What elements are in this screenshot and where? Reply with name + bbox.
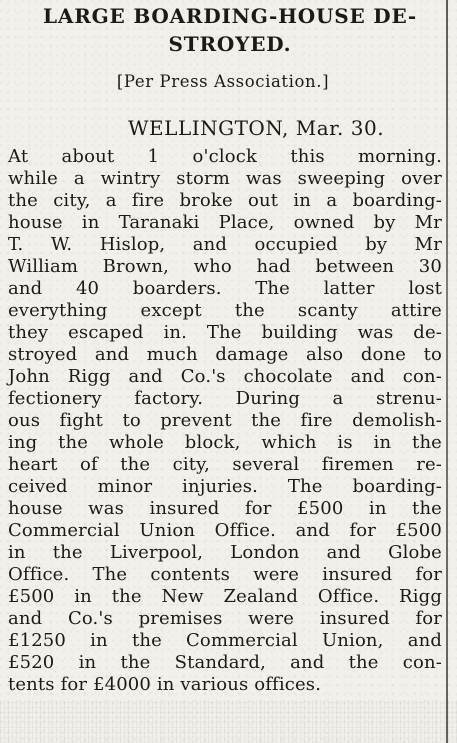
article-body-line: tents for £4000 in various offices. xyxy=(8,674,322,695)
article-body-line: At about 1 o'clock this morning. xyxy=(8,146,442,167)
article-body-line: Commercial Union Office. and for £500 xyxy=(8,520,442,541)
article-body-line: the city, a fire broke out in a boarding- xyxy=(8,190,442,211)
dateline: WELLINGTON, Mar. 30. xyxy=(128,116,385,140)
article-body-line: fectionery factory. During a strenu- xyxy=(8,388,442,409)
article-body-line: £500 in the New Zealand Office. Rigg xyxy=(8,586,442,607)
article-body-line: stroyed and much damage also done to xyxy=(8,344,442,365)
article-body-line: while a wintry storm was sweeping over xyxy=(8,168,442,189)
article-body-line: William Brown, who had between 30 xyxy=(8,256,442,277)
article-body-line: in the Liverpool, London and Globe xyxy=(8,542,442,563)
article-body-line: £520 in the Standard, and the con- xyxy=(8,652,442,673)
article-body-line: ous fight to prevent the fire demolish- xyxy=(8,410,442,431)
headline-line-2: STROYED. xyxy=(168,32,292,56)
article-body-line: John Rigg and Co.'s chocolate and con- xyxy=(8,366,442,387)
article-body-line: house in Taranaki Place, owned by Mr xyxy=(8,212,442,233)
article-body-line: ceived minor injuries. The boarding- xyxy=(8,476,442,497)
article-body-line: heart of the city, several firemen re- xyxy=(8,454,442,475)
article-body-line: house was insured for £500 in the xyxy=(8,498,442,519)
article-body-line: £1250 in the Commercial Union, and xyxy=(8,630,442,651)
article-body-line: they escaped in. The building was de- xyxy=(8,322,442,343)
article-body-line: T. W. Hislop, and occupied by Mr xyxy=(8,234,442,255)
headline-line-1: LARGE BOARDING-HOUSE DE- xyxy=(43,4,417,28)
scan-noise-strip xyxy=(0,700,457,743)
column-rule xyxy=(446,0,448,743)
article-body-line: everything except the scanty attire xyxy=(8,300,442,321)
article-body-line: and 40 boarders. The latter lost xyxy=(8,278,442,299)
article-body-line: Office. The contents were insured for xyxy=(8,564,442,585)
article-body-line: ing the whole block, which is in the xyxy=(8,432,442,453)
article-body-line: and Co.'s premises were insured for xyxy=(8,608,442,629)
press-association-line: [Per Press Association.] xyxy=(116,72,330,91)
